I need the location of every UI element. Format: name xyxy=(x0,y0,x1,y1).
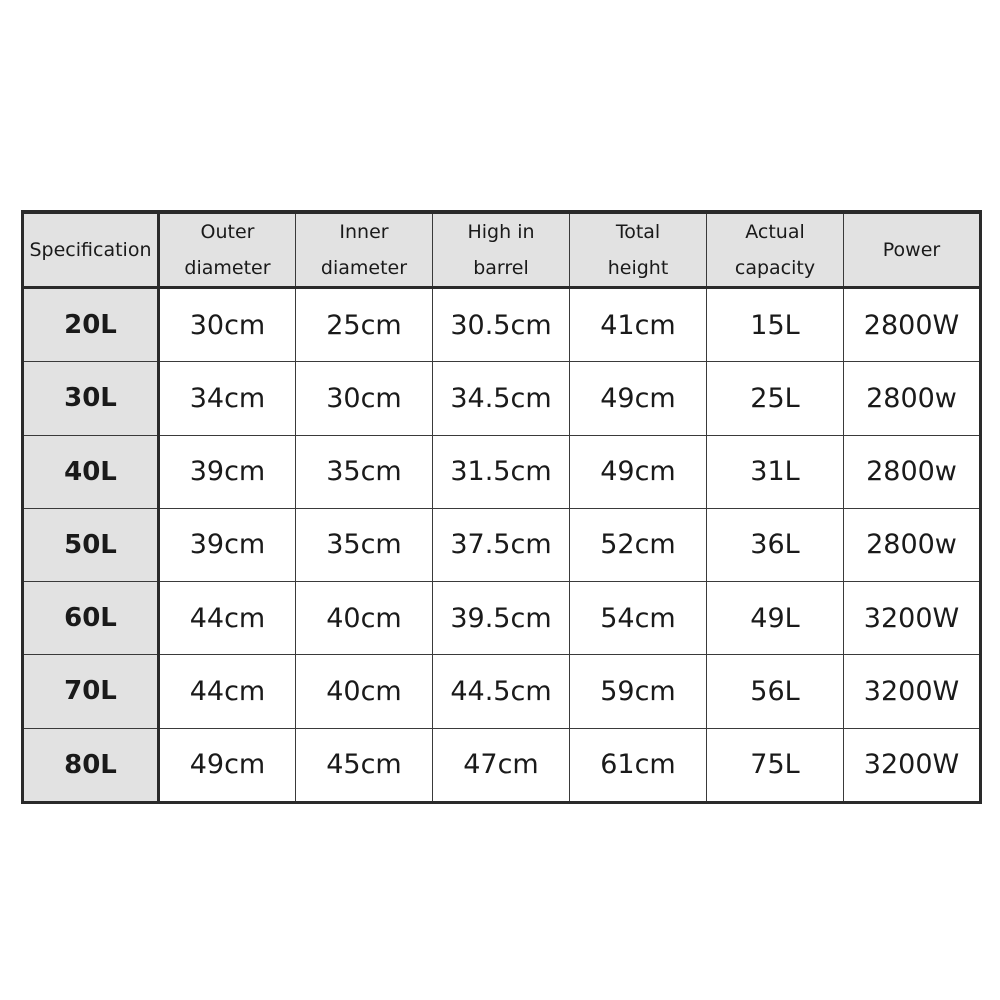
cell-actual-capacity: 56L xyxy=(707,655,844,728)
cell-inner-diameter: 45cm xyxy=(296,728,433,802)
cell-specification: 50L xyxy=(23,508,159,581)
cell-power: 2800w xyxy=(844,362,981,435)
cell-power: 3200W xyxy=(844,728,981,802)
header-inner-diameter xyxy=(296,212,433,288)
cell-outer-diameter: 49cm xyxy=(159,728,296,802)
cell-high-in-barrel: 37.5cm xyxy=(433,508,570,581)
table-row xyxy=(23,288,981,362)
cell-total-height: 52cm xyxy=(570,508,707,581)
header-text: diameter xyxy=(184,257,271,279)
header-total-height xyxy=(570,212,707,288)
header-text: barrel xyxy=(473,257,529,279)
cell-inner-diameter: 35cm xyxy=(296,435,433,508)
cell-outer-diameter: 39cm xyxy=(159,508,296,581)
cell-high-in-barrel: 39.5cm xyxy=(433,582,570,655)
cell-specification: 30L xyxy=(23,362,159,435)
cell-total-height: 49cm xyxy=(570,362,707,435)
header-text: diameter xyxy=(320,257,408,279)
header-text: Actual xyxy=(745,221,805,243)
cell-outer-diameter: 30cm xyxy=(159,288,296,362)
header-text: Specification xyxy=(29,239,152,261)
specification-table xyxy=(21,210,982,804)
cell-inner-diameter: 40cm xyxy=(296,582,433,655)
cell-specification: 80L xyxy=(23,728,159,802)
header-text: High in xyxy=(467,221,535,243)
cell-total-height: 59cm xyxy=(570,655,707,728)
header-outer-diameter xyxy=(159,212,296,288)
cell-outer-diameter: 44cm xyxy=(159,655,296,728)
cell-specification: 70L xyxy=(23,655,159,728)
cell-actual-capacity: 75L xyxy=(707,728,844,802)
cell-outer-diameter: 39cm xyxy=(159,435,296,508)
header-text: height xyxy=(607,257,669,279)
header-specification xyxy=(23,212,159,288)
cell-power: 3200W xyxy=(844,655,981,728)
cell-actual-capacity: 31L xyxy=(707,435,844,508)
cell-power: 3200W xyxy=(844,582,981,655)
header-row xyxy=(23,212,981,288)
cell-outer-diameter: 44cm xyxy=(159,582,296,655)
table-body xyxy=(23,288,981,803)
header-text: Total xyxy=(615,221,661,243)
cell-high-in-barrel: 44.5cm xyxy=(433,655,570,728)
cell-specification: 60L xyxy=(23,582,159,655)
table-row xyxy=(23,362,981,435)
cell-specification: 40L xyxy=(23,435,159,508)
cell-inner-diameter: 40cm xyxy=(296,655,433,728)
cell-inner-diameter: 35cm xyxy=(296,508,433,581)
cell-total-height: 54cm xyxy=(570,582,707,655)
header-text: Outer xyxy=(200,221,255,243)
cell-specification: 20L xyxy=(23,288,159,362)
cell-total-height: 49cm xyxy=(570,435,707,508)
cell-high-in-barrel: 30.5cm xyxy=(433,288,570,362)
cell-total-height: 41cm xyxy=(570,288,707,362)
cell-actual-capacity: 15L xyxy=(707,288,844,362)
header-power xyxy=(844,212,981,288)
cell-inner-diameter: 30cm xyxy=(296,362,433,435)
cell-actual-capacity: 49L xyxy=(707,582,844,655)
cell-outer-diameter: 34cm xyxy=(159,362,296,435)
table-row xyxy=(23,508,981,581)
header-text: Inner xyxy=(339,221,389,243)
header-text: Power xyxy=(882,239,941,261)
cell-actual-capacity: 25L xyxy=(707,362,844,435)
cell-inner-diameter: 25cm xyxy=(296,288,433,362)
cell-high-in-barrel: 34.5cm xyxy=(433,362,570,435)
table-row xyxy=(23,435,981,508)
cell-total-height: 61cm xyxy=(570,728,707,802)
header-text: capacity xyxy=(734,257,816,279)
cell-high-in-barrel: 47cm xyxy=(433,728,570,802)
header-actual-capacity xyxy=(707,212,844,288)
cell-actual-capacity: 36L xyxy=(707,508,844,581)
cell-power: 2800w xyxy=(844,435,981,508)
table-row xyxy=(23,728,981,802)
cell-power: 2800W xyxy=(844,288,981,362)
table-row xyxy=(23,582,981,655)
header-high-in-barrel xyxy=(433,212,570,288)
cell-high-in-barrel: 31.5cm xyxy=(433,435,570,508)
table-row xyxy=(23,655,981,728)
cell-power: 2800w xyxy=(844,508,981,581)
